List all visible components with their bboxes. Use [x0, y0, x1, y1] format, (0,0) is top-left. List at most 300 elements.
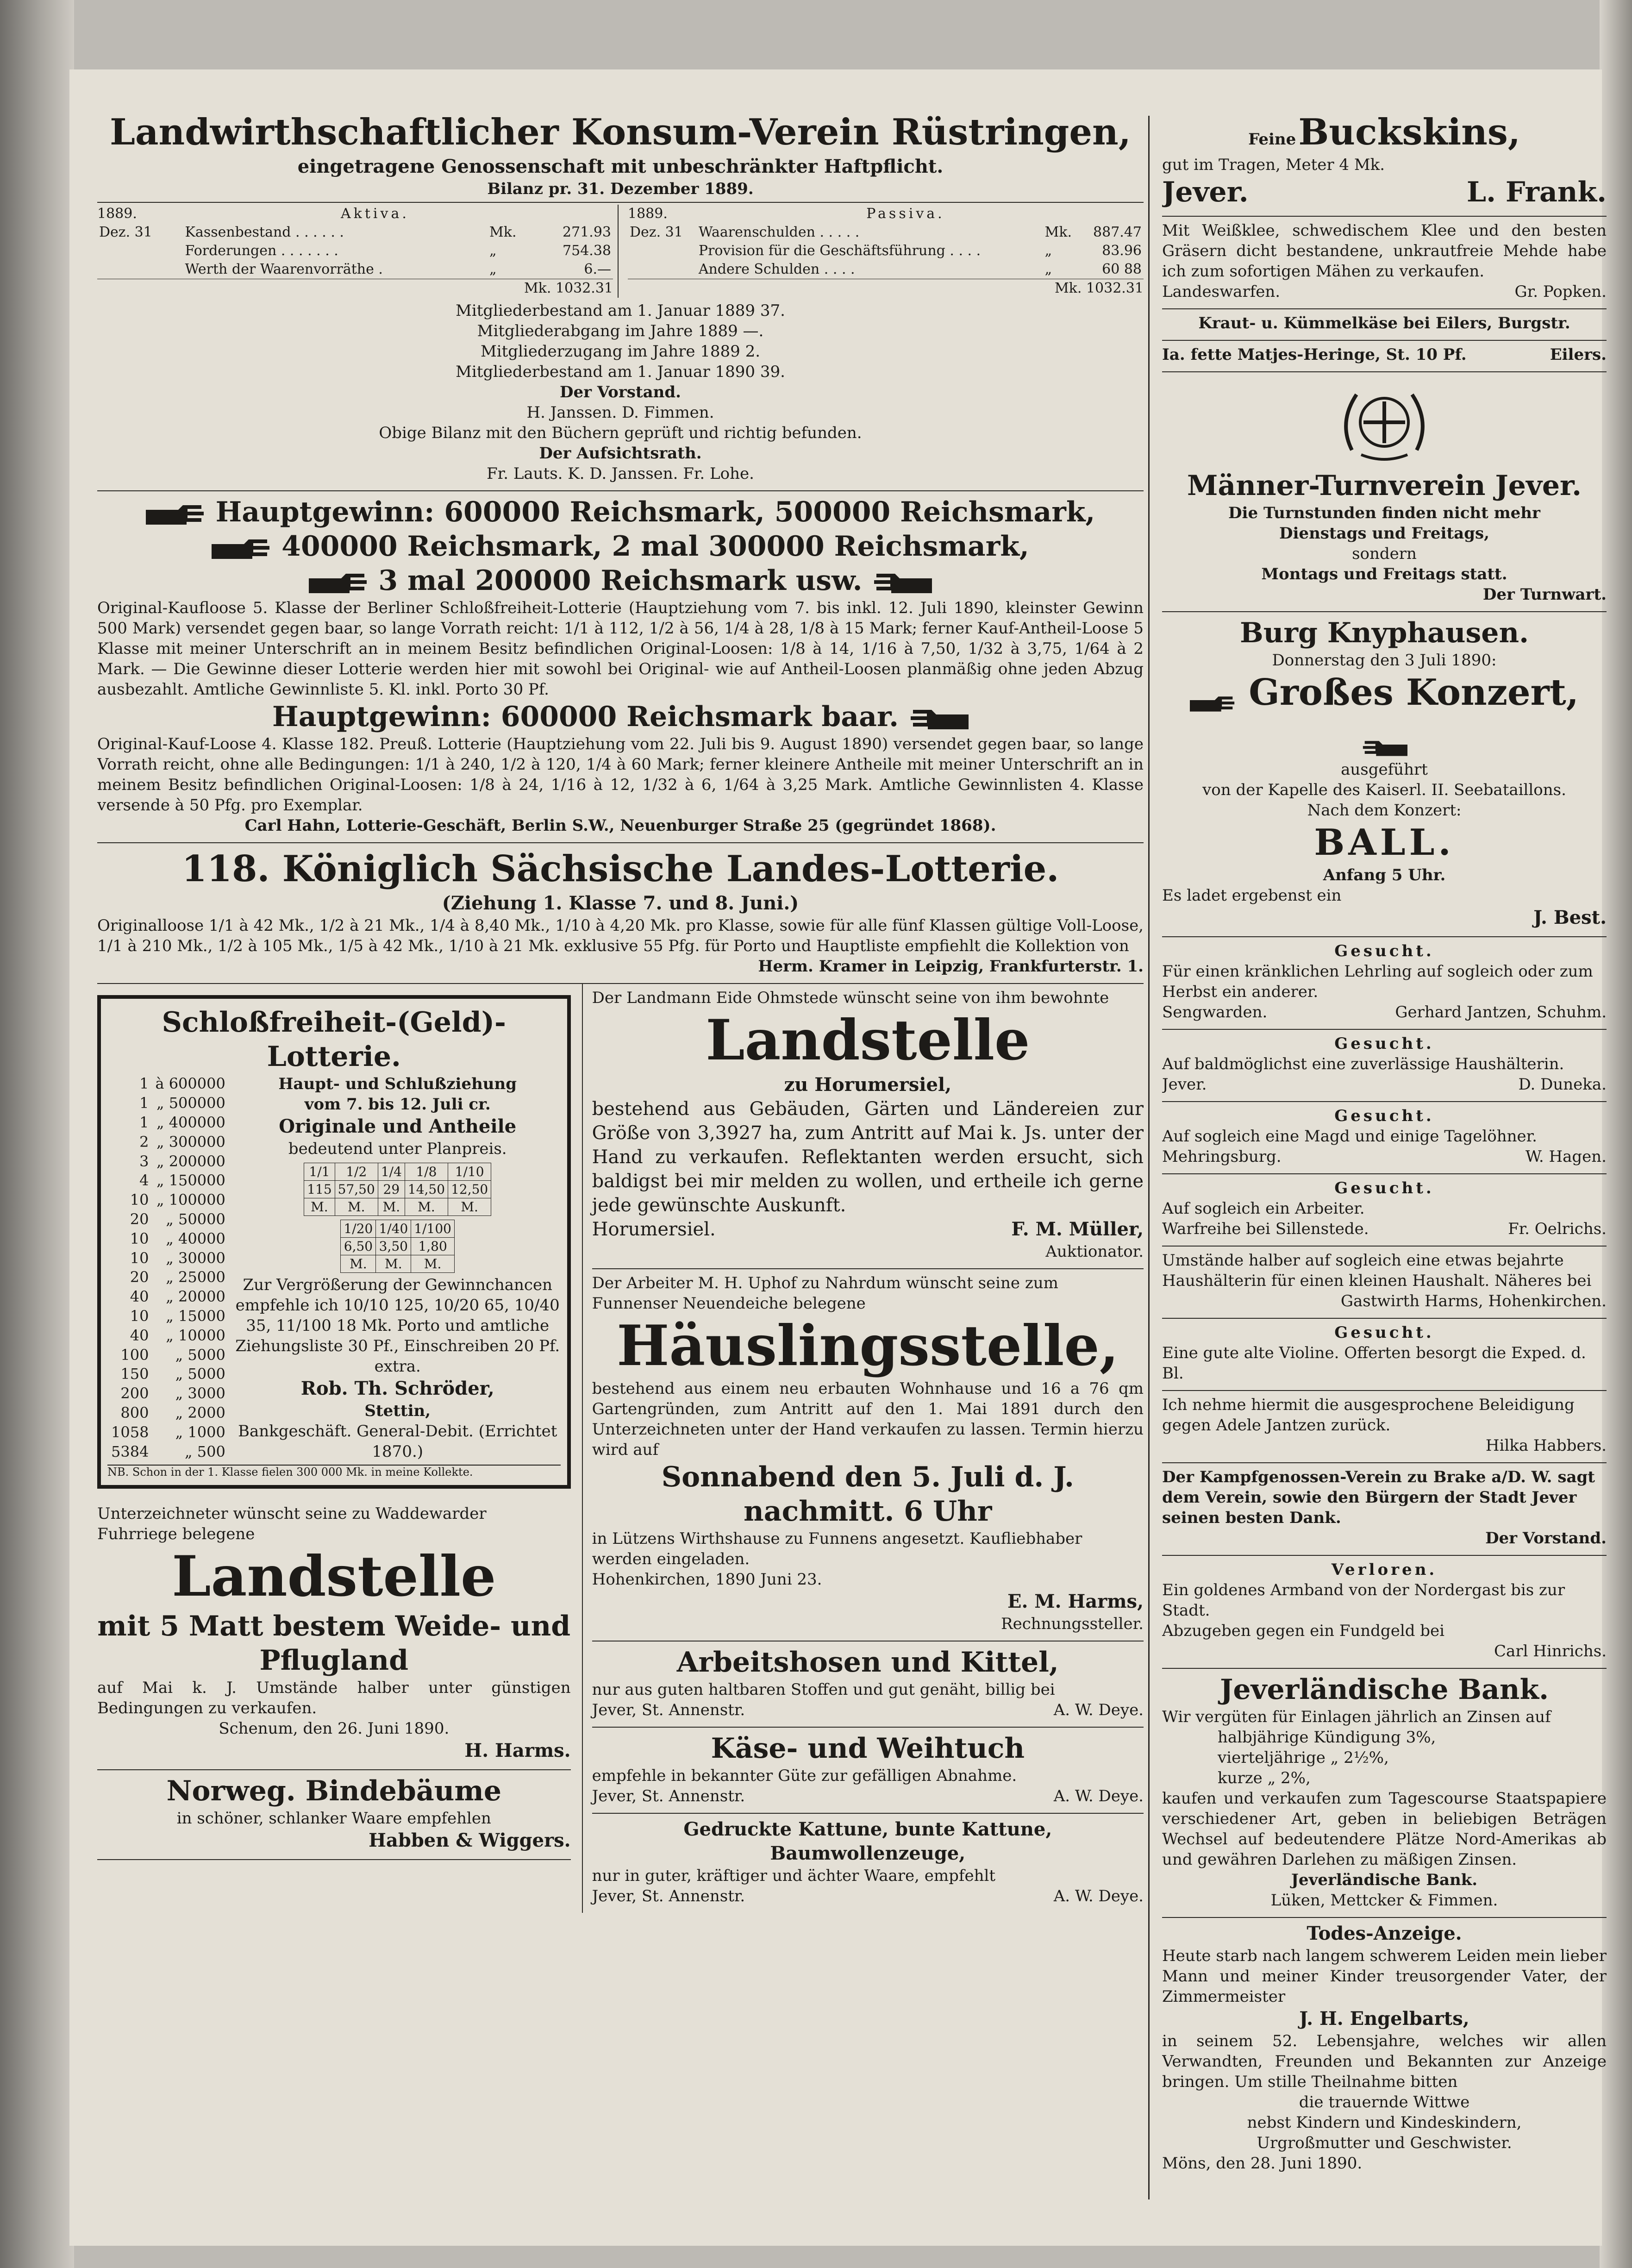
schloss-title-1: Schloßfreiheit-(Geld)- — [162, 1006, 506, 1039]
kaese-title: Käse- und Weihtuch — [711, 1732, 1025, 1765]
win-row — [108, 1075, 228, 1093]
lotterie-line-2 — [97, 529, 1144, 564]
bank-title: Jeverländische Bank. — [1220, 1673, 1549, 1706]
burg-ball: BALL. — [1314, 821, 1455, 864]
table-row — [341, 1220, 454, 1238]
bank-body: Wir vergüten für Einlagen jährlich an Zinsen auf — [1162, 1708, 1551, 1726]
table-row — [304, 1198, 491, 1216]
cell — [97, 242, 183, 260]
kattune-title: Gedruckte Kattune, bunte Kattune, Baumwollenzeuge, — [683, 1818, 1052, 1864]
pointing-hand-icon — [146, 502, 206, 527]
schloss-lotterie-ad — [97, 995, 571, 1489]
kattune-signature: A. W. Deye. — [1053, 1887, 1144, 1905]
win-amount: „ 2000 — [175, 1403, 225, 1422]
win-count: 10 — [130, 1249, 149, 1267]
win-amount: à 600000 — [155, 1075, 225, 1093]
cell: M. — [405, 1198, 448, 1216]
cell: Mk. — [1044, 224, 1072, 240]
buckskins-ad — [1162, 107, 1607, 217]
bank-rate-1 — [1162, 1727, 1607, 1748]
win-row — [108, 1152, 228, 1171]
cell: Forderungen . . . . . . . — [185, 243, 338, 259]
schloss-t3: Originale und Antheile — [279, 1115, 517, 1137]
win-amount: „ 20000 — [166, 1288, 225, 1306]
gesucht-2-footer — [1162, 1074, 1607, 1095]
norweg-ad — [97, 1770, 571, 1860]
win-row — [108, 1268, 228, 1287]
burg-konzert: Großes Konzert, — [1249, 671, 1579, 714]
win-row — [108, 1191, 228, 1209]
win-table — [107, 1074, 229, 1462]
todes-name: J. H. Engelbarts, — [1299, 2008, 1469, 2030]
bank-rate-2-ditto: „ — [1330, 1748, 1339, 1767]
member-line: Mitgliederabgang im Jahre 1889 —. — [477, 322, 764, 340]
bank-signature-names: Lüken, Mettcker & Fimmen. — [1270, 1891, 1498, 1910]
turnverein-ad — [1162, 372, 1607, 612]
klee-place: Landeswarfen. — [1162, 282, 1281, 301]
burg-line-2: von der Kapelle des Kaiserl. II. Seebataillons. — [1202, 781, 1566, 799]
table-row — [97, 223, 613, 242]
schloss-body — [107, 1074, 561, 1462]
bilanz-check: Obige Bilanz mit den Büchern geprüft und richtig befunden. — [379, 424, 862, 442]
member-line: Mitgliederbestand am 1. Januar 1889 37. — [456, 301, 785, 320]
table-row — [304, 1181, 491, 1198]
passiva-header — [628, 205, 1144, 223]
haeusling-title: Häuslingsstelle, — [617, 1313, 1119, 1378]
lotterie-signature: Carl Hahn, Lotterie-Geschäft, Berlin S.W., Neuenburger Straße 25 (gegründet 1868). — [244, 816, 996, 835]
gesucht-3-head: Gesucht. — [1334, 1107, 1434, 1125]
cell: „ — [489, 261, 497, 277]
win-row — [108, 1346, 228, 1364]
cell: 1/10 — [448, 1163, 491, 1181]
burg-konzert-line — [1162, 670, 1607, 759]
win-rows — [108, 1075, 228, 1461]
passiva-rows — [628, 223, 1144, 279]
aktiva-column — [97, 205, 619, 298]
kattune-body: nur in guter, kräftiger und ächter Waare, empfehlt — [592, 1867, 996, 1885]
aktiva-head: Aktiva. — [341, 206, 409, 222]
gesucht-2-body: Auf baldmöglichst eine zuverlässige Haushälterin. — [1162, 1055, 1564, 1073]
lotterie-line-1 — [97, 495, 1144, 529]
cell: 271.93 — [563, 224, 611, 240]
win-count: 10 — [130, 1191, 149, 1209]
burg-ad — [1162, 612, 1607, 937]
land1-subtitle: mit 5 Matt bestem Weide- und Pflugland — [97, 1610, 571, 1677]
cell: M. — [335, 1198, 378, 1216]
turnverein-title: Männer-Turnverein Jever. — [1187, 470, 1582, 502]
schloss-right — [235, 1074, 561, 1462]
win-amount: „ 200000 — [156, 1152, 225, 1170]
bank-rate-2 — [1162, 1748, 1607, 1768]
buckskins-footer — [1162, 175, 1607, 209]
umstaende-signature: Gastwirth Harms, Hohenkirchen. — [1340, 1292, 1607, 1310]
cell: M. — [376, 1255, 411, 1273]
cell — [628, 242, 697, 260]
table-row — [341, 1255, 454, 1273]
cell: 14,50 — [405, 1181, 448, 1198]
land1-signature: H. Harms. — [464, 1740, 571, 1761]
konsum-ad — [97, 107, 1144, 491]
main-column — [97, 107, 1144, 2218]
saechs-body: Originalloose 1/1 à 42 Mk., 1/2 à 21 Mk., 1/4 à 8,40 Mk., 1/10 à 4,20 Mk. pro Klasse, sowie für alle fünf Klassen gültige Voll-Loose, 1/1 à 210 Mk., 1/2 à 105 Mk., 1/5 à 42 Mk., 1/10 à 21 Mk. exklusive 55 Pfg. für Porto und Hauptliste empfiehlt die Kollektion von — [97, 916, 1144, 955]
bank-rate-3-ditto: „ — [1267, 1769, 1276, 1787]
gesucht-3-body: Auf sogleich eine Magd und einige Tagelöhner. — [1162, 1127, 1537, 1146]
schloss-body-text: Zur Vergrößerung der Gewinnchancen empfehle ich 10/10 125, 10/20 65, 10/40 35, 11/100 18 Mk. Porto und amtliche Ziehungsliste 30 Pf., Einschreiben 20 Pf. extra. — [235, 1276, 560, 1376]
gesucht-1-footer — [1162, 1002, 1607, 1022]
lotterie-line-4 — [97, 700, 1144, 734]
norweg-body: in schöner, schlanker Waare empfehlen — [176, 1809, 491, 1828]
kattune-ad — [592, 1814, 1144, 1913]
schloss-t2: vom 7. bis 12. Juli cr. — [304, 1095, 491, 1114]
klee-footer — [1162, 282, 1607, 302]
win-count: 1 — [139, 1113, 149, 1131]
win-amount: „ 5000 — [175, 1365, 225, 1383]
kattune-place: Jever, St. Annenstr. — [592, 1887, 745, 1905]
schloss-nb: NB. Schon in der 1. Klasse fielen 300 000 Mk. in meine Kollekte. — [107, 1465, 561, 1479]
turnverein-line-1: Die Turnstunden finden nicht mehr — [1228, 504, 1540, 522]
haeusling-body: bestehend aus einem neu erbauten Wohnhause und 16 a 76 qm Gartengründen, zum Antritt auf den 1. Mai 1891 durch den Unterzeichneten unter der Hand verkaufen zu lassen. Termin hierzu wird auf — [592, 1379, 1144, 1459]
win-count: 10 — [130, 1307, 149, 1325]
bank-ad — [1162, 1669, 1607, 1918]
book-page-edges — [0, 0, 74, 2268]
land2-subtitle: zu Horumersiel, — [784, 1074, 952, 1096]
matjes-signature: Eilers. — [1550, 345, 1607, 364]
gesucht-3-ad — [1162, 1102, 1607, 1174]
cell: 29 — [378, 1181, 405, 1198]
pointing-hand-left-icon — [908, 707, 969, 732]
schloss-t1: Haupt- und Schlußziehung — [278, 1075, 517, 1093]
haeusling-ad — [592, 1269, 1144, 1641]
arbeits-body: nur aus guten haltbaren Stoffen und gut genäht, billig bei — [592, 1680, 1055, 1699]
burg-anfang: Anfang 5 Uhr. — [1323, 866, 1446, 884]
burg-date: Donnerstag den 3 Juli 1890: — [1272, 651, 1497, 670]
win-count: 40 — [130, 1326, 149, 1344]
win-amount: „ 150000 — [156, 1172, 225, 1190]
win-row — [108, 1307, 228, 1326]
gesucht-1-signature: Gerhard Jantzen, Schuhm. — [1395, 1003, 1607, 1021]
land2-signature-role: Auktionator. — [1045, 1242, 1144, 1261]
schloss-sig-1: Rob. Th. Schröder, — [300, 1378, 494, 1399]
win-row — [108, 1288, 228, 1306]
turnverein-emblem-icon — [1333, 381, 1435, 464]
saechs-title: 118. Königlich Sächsische Landes-Lotterie. — [181, 848, 1059, 890]
cell: Dez. 31 — [630, 224, 683, 240]
table-row — [97, 242, 613, 260]
todes-sign-1: die trauernde Wittwe — [1299, 2093, 1470, 2111]
cell: 1,80 — [411, 1238, 455, 1255]
bilanz-table — [97, 202, 1144, 298]
cell: 83.96 — [1102, 243, 1142, 259]
turnverein-line-3: sondern — [1352, 545, 1417, 563]
saechs-subtitle: (Ziehung 1. Klasse 7. und 8. Juni.) — [442, 892, 799, 914]
win-row — [108, 1210, 228, 1229]
gesucht-5-ad — [1162, 1319, 1607, 1391]
gesucht-3-signature: W. Hagen. — [1525, 1147, 1607, 1166]
kaese-signature: A. W. Deye. — [1053, 1787, 1144, 1805]
aufsicht-label: Der Aufsichtsrath. — [539, 444, 702, 463]
win-amount: „ 500 — [185, 1442, 225, 1460]
burg-line-1: ausgeführt — [1341, 760, 1428, 779]
land2-intro: Der Landmann Eide Ohmstede wünscht seine von ihm bewohnte — [592, 989, 1109, 1007]
win-count: 3 — [139, 1152, 149, 1170]
win-amount: „ 3000 — [175, 1385, 225, 1403]
aktiva-total: Mk. 1032.31 — [97, 279, 613, 298]
haeusling-signature: E. M. Harms, — [1007, 1591, 1144, 1612]
matjes-text: Ia. fette Matjes-Heringe, St. 10 Pf. — [1162, 345, 1467, 364]
gesucht-5-body: Eine gute alte Violine. Offerten besorgt die Exped. d. Bl. — [1162, 1344, 1586, 1383]
win-count: 1058 — [111, 1423, 149, 1441]
kampfgenossen-body: Der Kampfgenossen-Verein zu Brake a/D. W. sagt dem Verein, sowie den Bürgern der Stadt Jever seinen besten Dank. — [1162, 1468, 1595, 1527]
land1-intro: Unterzeichneter wünscht seine zu Waddewarder Fuhrriege belegene — [97, 1504, 487, 1543]
umstaende-body: Umstände halber auf sogleich eine etwas bejahrte Haushälterin für einen kleinen Haushalt. Näheres bei — [1162, 1251, 1592, 1290]
cell: Mk. — [489, 224, 517, 240]
cell: 1/2 — [335, 1163, 378, 1181]
buckskins-place: Jever. — [1162, 176, 1249, 208]
haeusling-signature-role: Rechnungssteller. — [1001, 1615, 1144, 1633]
lotterie-headline-2: 400000 Reichsmark, 2 mal 300000 Reichsmark, — [281, 530, 1029, 563]
gesucht-2-ad — [1162, 1030, 1607, 1102]
win-row — [108, 1114, 228, 1132]
konsum-subtitle: eingetragene Genossenschaft mit unbeschränkter Haftpflicht. — [297, 156, 944, 177]
cell: 57,50 — [335, 1181, 378, 1198]
aktiva-year: 1889. — [97, 206, 137, 222]
win-row — [108, 1229, 228, 1248]
pointing-hand-left-icon — [1361, 727, 1407, 752]
land1-place: Schenum, den 26. Juni 1890. — [219, 1719, 450, 1738]
burg-signature: J. Best. — [1533, 907, 1607, 928]
pointing-hand-icon — [212, 536, 272, 561]
win-row — [108, 1249, 228, 1267]
bank-rate-3 — [1162, 1768, 1607, 1788]
cell: 6,50 — [341, 1238, 376, 1255]
price-table-1 — [304, 1163, 491, 1216]
cell: 1/20 — [341, 1220, 376, 1238]
kampfgenossen-ad — [1162, 1463, 1607, 1556]
matjes-ad — [1162, 341, 1607, 372]
lotterie-line-3 — [97, 564, 1144, 598]
turnverein-line-2: Dienstags und Freitags, — [1279, 524, 1489, 543]
arbeits-signature: A. W. Deye. — [1053, 1701, 1144, 1719]
passiva-column — [628, 205, 1144, 298]
bank-rate-3-value: 2%, — [1281, 1769, 1311, 1787]
verloren-head: Verloren. — [1331, 1560, 1438, 1579]
bank-rate-1-label: halbjährige Kündigung — [1218, 1728, 1401, 1747]
win-amount: „ 5000 — [175, 1346, 225, 1364]
land1-title: Landstelle — [172, 1544, 496, 1609]
buckskins-signature: L. Frank. — [1466, 176, 1607, 208]
saechs-lotterie-ad — [97, 843, 1144, 984]
haeusling-place: Hohenkirchen, 1890 Juni 23. — [592, 1570, 822, 1589]
win-count: 5384 — [111, 1442, 149, 1460]
cell: 1/40 — [376, 1220, 411, 1238]
burg-line-3: Nach dem Konzert: — [1307, 801, 1462, 820]
cell: „ — [489, 243, 497, 259]
land2-footer — [592, 1217, 1144, 1241]
todes-title: Todes-Anzeige. — [1307, 1923, 1462, 1944]
table-row — [628, 223, 1144, 242]
landstelle-2-ad — [592, 984, 1144, 1269]
cell: 754.38 — [563, 243, 611, 259]
win-amount: „ 10000 — [166, 1326, 225, 1344]
cell: Kassenbestand . . . . . . — [185, 224, 344, 240]
cell: 1/1 — [304, 1163, 335, 1181]
passiva-year: 1889. — [628, 206, 668, 222]
passiva-head: Passiva. — [866, 206, 945, 222]
turnverein-line-4: Montags und Freitags statt. — [1261, 565, 1507, 583]
win-amount: „ 100000 — [156, 1191, 225, 1209]
lotterie-headline-4: Hauptgewinn: 600000 Reichsmark baar. — [272, 701, 899, 733]
kaese-footer — [592, 1786, 1144, 1806]
gesucht-3-place: Mehringsburg. — [1162, 1147, 1282, 1166]
verloren-signature: Carl Hinrichs. — [1494, 1642, 1607, 1660]
cell: Waarenschulden . . . . . — [698, 224, 860, 240]
lotterie-body-2: Original-Kauf-Loose 4. Klasse 182. Preuß. Lotterie (Hauptziehung vom 22. Juli bis 9. August 1890) versendet gegen baar, so lange Vorrath reicht, ohne alle Bedingungen: 1/1 à 240, 1/2 à 120, 1/4 à 60 Mark; ferner kleinere Antheile mit meiner Unterschrift an in meinem Besitz befindlichen Original-Loosen: 1/8 à 24, 1/16 à 12, 1/32 à 6, 1/64 à 3,25 Mark. Amtliche Gewinnlisten 4. Klasse versende à 50 Pfg. pro Exemplar. — [97, 735, 1144, 814]
cell: 887.47 — [1093, 224, 1142, 240]
cell: M. — [304, 1198, 335, 1216]
gesucht-4-ad — [1162, 1174, 1607, 1247]
lotterie-ad — [97, 491, 1144, 843]
pointing-hand-left-icon — [872, 570, 932, 595]
cell: 1/4 — [378, 1163, 405, 1181]
haeusling-time: nachmitt. 6 Uhr — [744, 1495, 992, 1528]
klee-body: Mit Weißklee, schwedischem Klee und den besten Gräsern dicht bestandene, unkrautfreie Mehde habe ich zum sofortigen Mähen zu verkaufen. — [1162, 221, 1607, 281]
right-column — [1162, 107, 1607, 2218]
arbeits-place: Jever, St. Annenstr. — [592, 1701, 745, 1719]
cell: 1/8 — [405, 1163, 448, 1181]
cell: 12,50 — [448, 1181, 491, 1198]
cell — [628, 260, 697, 279]
kraut-ad: Kraut- u. Kümmelkäse bei Eilers, Burgstr. — [1162, 309, 1607, 341]
umstaende-ad — [1162, 1247, 1607, 1319]
table-row — [628, 260, 1144, 279]
lotterie-headline-3: 3 mal 200000 Reichsmark usw. — [378, 564, 863, 597]
cell: „ — [1044, 243, 1052, 259]
gesucht-4-signature: Fr. Oelrichs. — [1508, 1220, 1607, 1238]
cell — [97, 260, 183, 279]
gesucht-2-place: Jever. — [1162, 1075, 1207, 1094]
gesucht-4-body: Auf sogleich ein Arbeiter. — [1162, 1199, 1365, 1218]
beleidigung-signature: Hilka Habbers. — [1485, 1436, 1607, 1455]
pointing-hand-icon — [309, 570, 369, 595]
verloren-body: Ein goldenes Armband von der Nordergast bis zur Stadt. — [1162, 1581, 1565, 1620]
haeusling-body-2: in Lützens Wirthshause zu Funnens angesetzt. Kaufliebhaber werden eingeladen. — [592, 1529, 1082, 1568]
win-amount: „ 40000 — [166, 1229, 225, 1247]
cell: 3,50 — [376, 1238, 411, 1255]
win-row — [108, 1094, 228, 1113]
buckskins-feine: Feine — [1248, 130, 1296, 149]
win-row — [108, 1326, 228, 1345]
cell: 60 88 — [1102, 261, 1142, 277]
gesucht-1-head: Gesucht. — [1334, 942, 1434, 960]
todes-place: Möns, den 28. Juni 1890. — [1162, 2154, 1363, 2173]
beleidigung-ad — [1162, 1391, 1607, 1463]
win-amount: „ 15000 — [166, 1307, 225, 1325]
table-row — [97, 260, 613, 279]
gesucht-4-footer — [1162, 1219, 1607, 1239]
win-count: 100 — [120, 1346, 149, 1364]
bank-signature: Jeverländische Bank. — [1291, 1871, 1478, 1889]
arbeits-footer — [592, 1700, 1144, 1720]
win-count: 10 — [130, 1229, 149, 1247]
lower-split — [97, 984, 1144, 1913]
land2-place: Horumersiel. — [592, 1219, 716, 1240]
verloren-ad — [1162, 1556, 1607, 1669]
win-amount: „ 30000 — [166, 1249, 225, 1267]
arbeitshosen-ad — [592, 1641, 1144, 1728]
todes-body-2: in seinem 52. Lebensjahre, welches wir allen Verwandten, Freunden und Bekannten zur Anzeige bringen. Um stille Theilnahme bitten — [1162, 2032, 1607, 2091]
cell: 1/100 — [411, 1220, 455, 1238]
gesucht-1-ad — [1162, 937, 1607, 1030]
beleidigung-body: Ich nehme hiermit die ausgesprochene Beleidigung gegen Adele Jantzen zurück. — [1162, 1396, 1575, 1435]
win-row — [108, 1423, 228, 1441]
win-amount: „ 1000 — [175, 1423, 225, 1441]
gesucht-1-body: Für einen kränklichen Lehrling auf sogleich oder zum Herbst ein anderer. — [1162, 962, 1593, 1001]
win-row — [108, 1133, 228, 1151]
win-count: 4 — [139, 1172, 149, 1190]
klee-signature: Gr. Popken. — [1514, 282, 1607, 301]
cell: M. — [341, 1255, 376, 1273]
win-count: 1 — [139, 1075, 149, 1093]
klee-ad — [1162, 217, 1607, 309]
saechs-signature: Herm. Kramer in Leipzig, Frankfurterstr. 1. — [758, 957, 1144, 976]
cell: Werth der Waarenvorräthe . — [185, 261, 383, 277]
cell: M. — [378, 1198, 405, 1216]
gesucht-2-head: Gesucht. — [1334, 1034, 1434, 1053]
cell: M. — [411, 1255, 455, 1273]
buckskins-head — [1162, 110, 1607, 155]
win-count: 2 — [139, 1133, 149, 1151]
win-amount: „ 500000 — [156, 1094, 225, 1112]
bank-body-2: kaufen und verkaufen zum Tagescourse Staatspapiere verschiedener Art, geben in beliebigen Beträgen Wechsel auf bedeutendere Plätze Nord-Amerikas ab und gewähren Darlehen zu mäßigen Zinsen. — [1162, 1789, 1607, 1869]
win-amount: „ 50000 — [166, 1210, 225, 1228]
bank-rate-2-label: vierteljährige — [1218, 1748, 1326, 1767]
verloren-body-2: Abzugeben gegen ein Fundgeld bei — [1162, 1622, 1445, 1640]
norweg-title: Norweg. Bindebäume — [166, 1775, 501, 1807]
land2-body: bestehend aus Gebäuden, Gärten und Ländereien zur Größe von 3,3927 ha, zum Antritt auf Mai k. Js. unter der Hand zu verkaufen. Reflektanten werden ersucht, sich baldigst bei mir melden zu wollen, und ertheile ich gerne jede gewünschte Auskunft. — [592, 1098, 1144, 1216]
win-count: 20 — [130, 1268, 149, 1286]
bank-rate-1-value: 3%, — [1406, 1728, 1436, 1747]
win-count: 1 — [139, 1094, 149, 1112]
win-amount: „ 25000 — [166, 1268, 225, 1286]
gesucht-4-place: Warfreihe bei Sillenstede. — [1162, 1220, 1369, 1238]
win-row — [108, 1385, 228, 1403]
vorstand-label: Der Vorstand. — [560, 383, 681, 401]
lotterie-headline-1: Hauptgewinn: 600000 Reichsmark, 500000 Reichsmark, — [215, 496, 1095, 528]
buckskins-title: Buckskins, — [1298, 111, 1520, 153]
win-amount: „ 400000 — [156, 1113, 225, 1131]
member-line: Mitgliederzugang im Jahre 1889 2. — [480, 342, 761, 361]
aufsicht-names: Fr. Lauts. K. D. Janssen. Fr. Lohe. — [487, 464, 754, 483]
vorstand-names: H. Janssen. D. Fimmen. — [526, 403, 714, 422]
gesucht-1-place: Sengwarden. — [1162, 1003, 1268, 1021]
win-row — [108, 1404, 228, 1422]
table-row — [341, 1238, 454, 1255]
win-count: 150 — [120, 1365, 149, 1383]
passiva-total: Mk. 1032.31 — [628, 279, 1144, 298]
schloss-t4: bedeutend unter Planpreis. — [288, 1140, 507, 1158]
bank-rate-3-label: kurze — [1218, 1769, 1263, 1787]
todes-body: Heute starb nach langem schwerem Leiden mein lieber Mann und meiner Kinder treusorgender Vater, der Zimmermeister — [1162, 1947, 1607, 2006]
konsum-title: Landwirthschaftlicher Konsum-Verein Rüstringen, — [110, 111, 1131, 153]
burg-title: Burg Knyphausen. — [1240, 617, 1529, 649]
aktiva-header — [97, 205, 613, 223]
haeusling-date: Sonnabend den 5. Juli d. J. — [661, 1461, 1074, 1493]
schloss-sig-3: Bankgeschäft. General-Debit. (Errichtet 1870.) — [238, 1422, 557, 1461]
schloss-sig-2: Stettin, — [364, 1402, 431, 1420]
win-count: 200 — [120, 1385, 149, 1403]
todes-anzeige — [1162, 1918, 1607, 2180]
cell: Andere Schulden . . . . — [698, 261, 855, 277]
